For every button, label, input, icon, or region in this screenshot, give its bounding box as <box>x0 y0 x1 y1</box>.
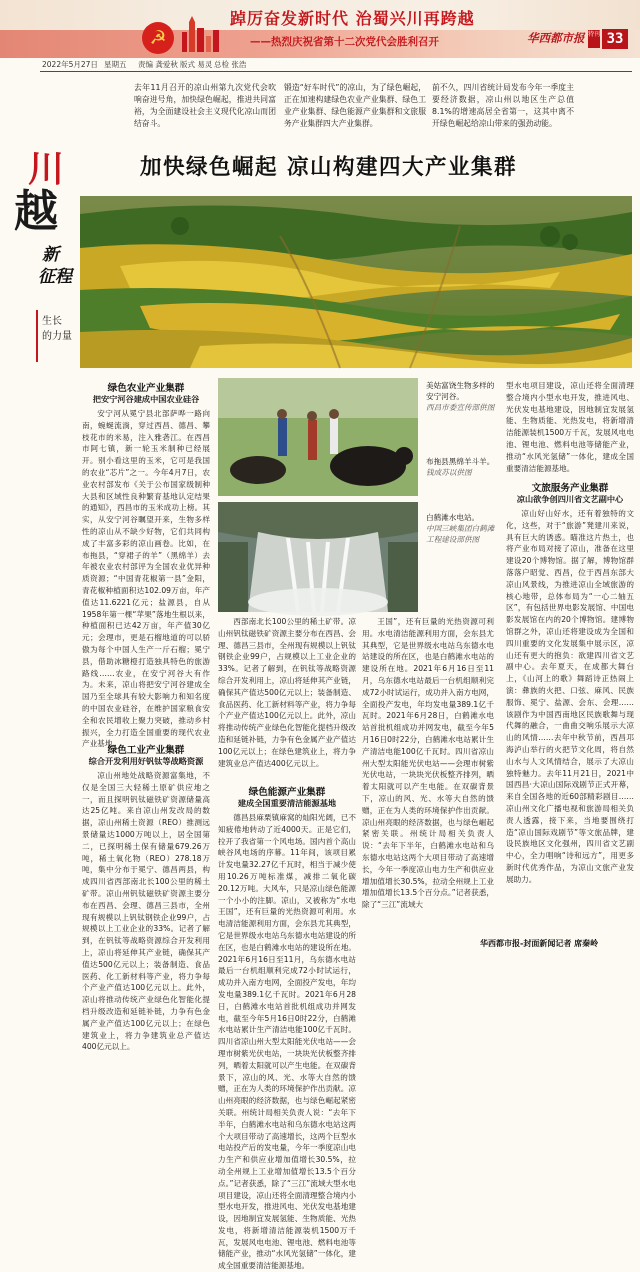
motif-char-zhengcheng: 征程 <box>38 267 72 287</box>
header-rule <box>40 71 632 72</box>
special-edition-tag: 特刊 <box>588 30 600 48</box>
energy-tail <box>506 380 634 476</box>
section-industry-body: 凉山州地处战略资源富集地，不仅是全国三大轻稀土原矿供应地之一，而且探明钒钛磁铁矿资源储量高达25亿吨。来自凉山州发改局的数据，凉山州稀土资源（REO）推测远景储量达1000万吨以上，居全国第二，已探明稀土保有储量679.26万吨，稀土氧化物（REO）278.18万吨，集中分布于冕宁、德昌两县，构成四川省西部南北长100公里的稀土矿带。凉山州钒钛磁铁矿资源主要分布在西昌、会理、德昌三县市，全州现有规模以上钒钛钢铁企业99户，占规模以上工业企业的33%。记者了解到，在钒钛等战略资源综合开发利用上，凉山将延伸其产业链，确保其产值达500亿元以上；装备制造、食品医药、化工新材料等产业，将力争每个产业产值达100亿元以上。此外，凉山将推动传统产业绿色化智能化提档升级改造和延链补链，力争有色金属产业产值达100亿元以上；在绿色建筑业上，将力争建筑业总产值达400亿元以上。 <box>82 771 210 1052</box>
motif-tagline-a: 生长 <box>42 316 62 327</box>
section-energy-heading: 绿色能源产业集群 <box>248 787 326 798</box>
photo-caption-2-text: 布拖县黑绵羊斗羊。 <box>426 457 495 466</box>
section-energy-subheading: 建成全国重要清洁能源基地 <box>237 798 337 808</box>
photo-caption-3 <box>426 512 500 545</box>
photo-caption-1-credit: 西昌市委宣传部供图 <box>426 403 495 412</box>
section-agri-heading: 绿色农业产业集群 <box>107 383 185 394</box>
city-skyline-icon <box>178 16 222 54</box>
reporter-credit: 华西都市报-封面新闻记者 席秦岭 <box>480 939 599 948</box>
section-energy-body-a <box>218 616 356 780</box>
motif-char-chuan: 川 <box>28 148 65 190</box>
section-culture-subheading: 凉山欲争创四川省文艺副中心 <box>516 494 624 504</box>
section-industry-continued: 西部南北长100公里的稀土矿带。凉山州钒钛磁铁矿资源主要分布在西昌、会理、德昌三县市，全州现有规模以上钒钛钢铁企业99户，占规模以上工业企业的33%。记者了解到，在钒钛等战略资源综合开发利用上，凉山将延伸其产业链，确保其产值达500亿元以上；装备制造、食品医药、化工新材料等产业，将力争每个产业产值达100亿元以上。此外，凉山将推动传统产业绿色化智能化提档升级改造和延链补链，力争有色金属产业产值达100亿元以上；在绿色建筑业上，将力争建筑业总产值达400亿元以上。 <box>218 617 356 768</box>
design-credit: 版式 易灵 <box>180 60 213 69</box>
page-number: 33 <box>602 29 628 49</box>
issue-date: 2022年5月27日 <box>42 60 98 69</box>
page-banner <box>0 0 640 60</box>
terraced-fields-photo <box>80 196 632 368</box>
banner-subheadline: ——热烈庆祝省第十二次党代会胜利召开 <box>250 36 439 48</box>
banner-headline: 踔厉奋发新时代 治蜀兴川再跨越 <box>230 9 475 28</box>
editor-credit: 责编 龚爱秋 <box>138 60 178 69</box>
photo-caption-1 <box>426 380 500 413</box>
section-industry-heading: 绿色工业产业集群 <box>107 745 185 756</box>
section-energy-body: 德昌县麻栗镇麻窝的灿阳光阔，已不知疲倦地转动了近4000天。正是它们，拉开了我省第一个风电场。国内首个高山峡谷风电场的序幕。11年间，该项目累计发电量32.27亿千瓦时，相当于减少使用10.26万吨标准煤，减排二氧化碳20.12万吨。大风车，只是凉山绿色能源一个小小的注脚。凉山，又被称为“水电王国”，还有巨量的光热资源可利用。水电清洁能源利用方面，会东县尤其典型，它是世界级水电站乌东德水电站建设的所在区，也是白鹤滩水电站的建设所在地。2021年6月16日至11月，乌东德水电站最后一台机组顺利完成72小时试运行，成功并入南方电网，全面投产发电，年均发电量389.1亿千瓦时。2021年6月28日，白鹤滩水电站首批机组成功并网发电，截至今年5月16日0时22分，白鹤滩水电站累计生产清洁电能100亿千瓦时。四川省凉山州大型太阳能光伏电站——会理市树紫光伏电站，一块块光伏板整齐排列，晒着太阳就可以产生电能。在双碳背景下，凉山的风、光、水等大自然的馈赠，正在为人类的环境保护作出贡献。凉山州亮眼的经济数据，也与绿色崛起紧密关联。州统计局相关负责人说：“去年下半年，白鹤滩水电站和乌东德水电站这两个大项目带动了高速增长，这两个巨型水电站投产后的发电量，今年一季度凉山电力生产和供应业增加值增长30.5%，拉动全州规上工业增加值增长13.5个百分点。”记者获悉，除了“三江”流域大型水电项目建设，凉山还将全面清理整合境内小型水电开发，推进风电、光伏发电基地建设，因地制宜发展氢能、生物质能、光热发电，将新增清洁能源装机1500万千瓦，发展风电电池、锂电池、燃料电池等储能产业，推动“水风光氢储”一体化，建成全国重要清洁能源基地。 <box>218 813 356 1271</box>
photo-caption-2 <box>426 456 500 478</box>
section-energy-body-continued <box>362 616 494 938</box>
photo-caption-1-text: 美姑富饶生物多样的安宁河谷。 <box>426 381 495 401</box>
energy-continued-text: 王国”，还有巨量的光热资源可利用。水电清洁能源利用方面，会东县尤其典型，它是世界级水电站乌东德水电站建设的所在区，也是白鹤滩水电站的建设所在地。2021年6月16日至11月，乌东德水电站最后一台机组顺利完成72小时试运行，成功并入南方电网，全面投产发电，年均发电量389.1亿千瓦时。2021年6月28日，白鹤滩水电站首批机组成功并网发电，截至今年5月16日0时22分，白鹤滩水电站累计生产清洁电能100亿千瓦时。四川省凉山州大型太阳能光伏电站——会理市树紫光伏电站，一块块光伏板整齐排列，晒着太阳就可以产生电能。在双碳背景下，凉山的风、光、水等大自然的馈赠，正在为人类的环境保护作出贡献。凉山州亮眼的经济数据，也与绿色崛起紧密关联。州统计局相关负责人说：“去年下半年，白鹤滩水电站和乌东德水电站这两个大项目带动了高速增长，今年一季度凉山电力生产和供应业增加值增长30.5%，拉动全州规上工业增加值增长13.5个百分点。”记者获悉，除了“三江”流域大 <box>362 617 494 910</box>
photo-caption-3-credit: 中国三峡集团白鹤滩工程建设部供图 <box>426 524 495 544</box>
hero-illustration <box>80 196 632 368</box>
motif-char-xin: 新 <box>42 245 59 265</box>
section-industry-subheading: 综合开发利用好钒钛等战略资源 <box>88 756 204 766</box>
meta-bar <box>0 58 640 70</box>
party-emblem-icon: ☭ <box>142 22 174 54</box>
issue-weekday: 星期五 <box>104 60 127 69</box>
intro-paragraph-3: 前不久，四川省统计局发布今年一季度主要经济数据，凉山州以地区生产总值8.1%的增速高居全省第一，这其中离不开绿色崛起给凉山带来的强劲动能。 <box>432 83 574 128</box>
motif-tagline-b: 的力量 <box>42 331 72 342</box>
photo-caption-3-text: 白鹤滩水电站。 <box>426 513 480 522</box>
intro-paragraph-2: 锻造“好车时代”的凉山，为了绿色崛起，正在加速构建绿色农业产业集群、绿色工业产业集群、绿色能源产业集群和文旅服务产业集群四大产业集群。 <box>284 83 426 128</box>
motif-rule <box>36 310 38 362</box>
energy-tail-text: 型水电项目建设，凉山还将全面清理整合境内小型水电开发，推进风电、光伏发电基地建设，因地制宜发展氢能、生物质能、光热发电，将新增清洁能源装机1500万千瓦，发展风电电池、锂电池、燃料电池等储能产业，推动“水风光氢储”一体化，建成全国重要清洁能源基地。 <box>506 381 634 473</box>
photo-caption-2-credit: 钱成苏以供图 <box>426 468 472 477</box>
motif-char-yue: 越 <box>14 186 58 237</box>
section-culture-heading: 文旅服务产业集群 <box>531 483 609 494</box>
section-culture-body: 凉山好山好水，还有着独特的文化，这些，对于“旅游”凳建川来说，具有巨大的诱惑。瞄准这片热土，也将产业布局对接了凉山，准备在这里建设20个博物馆。据了解，博物馆群落落户昭觉、西昌，位于西昌东部大凉山风景线，为推进凉山全域旅游的核心地带，总体布局为“一心二轴五区”，有包括世界电影发展馆、中国电影发展馆在内的20个博物馆。建博物馆群之外，凉山还将建设成为全国和四川重要的文化发展集中展示区，凉山还有更大的抱负：欲建四川省文艺副中心。去年夏天，在成都大舞台上，《山河上的歌》舞蹈诗正热闹上演：彝族的火把、口弦、麻风、民族服饰、冕宁、盐源、会东、会理……该剧作为中国西南地区民族歌舞与现代舞的融合，一曲曲交响乐展示大凉山的风情……去年中秋节前，西昌邛海泸山举行的火把节文化周，将自然山水与人文风情结合，展示了大凉山独特魅力。去年11月21日，2021中国西昌·大凉山国际戏剧节正式开幕，来自全国各地的近60部精彩剧目……凉山州文化广播电视和旅游局相关负责人透露，接下来，当地要围绕打造“凉山国际戏剧节”等文旅品牌，建设民族地区文化强州，四川省文艺副中心，全力唱响“诗和远方”，用更多新时代优秀作品，为凉山文旅产业发展助力。 <box>506 509 634 884</box>
main-title: 加快绿色崛起 凉山构建四大产业集群 <box>140 155 517 180</box>
intro-paragraph-1: 去年11月召开的凉山州第九次党代会吹响奋进号角，加快绿色崛起，推进共同富裕，为全面建设社会主义现代化凉山而团结奋斗。 <box>134 83 276 128</box>
section-agri-subheading: 把安宁河谷建成中国农业硅谷 <box>92 394 200 404</box>
dam-photo <box>218 502 418 612</box>
proof-credit: 总检 张浩 <box>214 60 247 69</box>
festival-bulls-photo <box>218 378 418 496</box>
section-agri-body: 安宁河从冕宁县北部萨哗一路向南，蜿蜒流淌，穿过西昌、德昌、攀枝花市的米易，注入雅砻江。在西昌市阿七镇，新一轮玉米制种已经展开。别小看这里的玉米，它可是我国的农业“芯片”之一。今年4月7日，农业农村部发布《关于公布国家级制种大县和区域性良种繁育基地认定结果的通知》，西昌市的玉米成功上榜。其实，从安宁河谷瞩望开来，生物多样性的凉山从不缺少好物，它们共同构成了丰富多彩的凉山画卷。比如，在布拖县，“穿裙子的羊”（黑绵羊）去年被农业农村部评为全国农业优异种质资源；“中国青花椒第一县”金阳，青花椒种植面积达102.09万亩，年产值达11.6221亿元；盐源县，自从1958年第一棵“苹果”落地生根以来，种植面积已达42万亩，年产值30亿元；会理市，更是石榴地道的可以骄傲为每个中国人生产一斤石榴；冕宁县，借助冰糖橙打造独具特色的旅游路线……农业，在安宁河谷大有作为。未来，凉山将把安宁河谷建成全国乃至全球具有较大影响力和知名度的中国农业硅谷，在维护国家粮食安全和农民增收上聚力突破，推动乡村振兴，全力打造全国重要的现代农业产业基地。 <box>82 409 210 749</box>
newspaper-logo: 华西都市报 <box>527 31 585 45</box>
